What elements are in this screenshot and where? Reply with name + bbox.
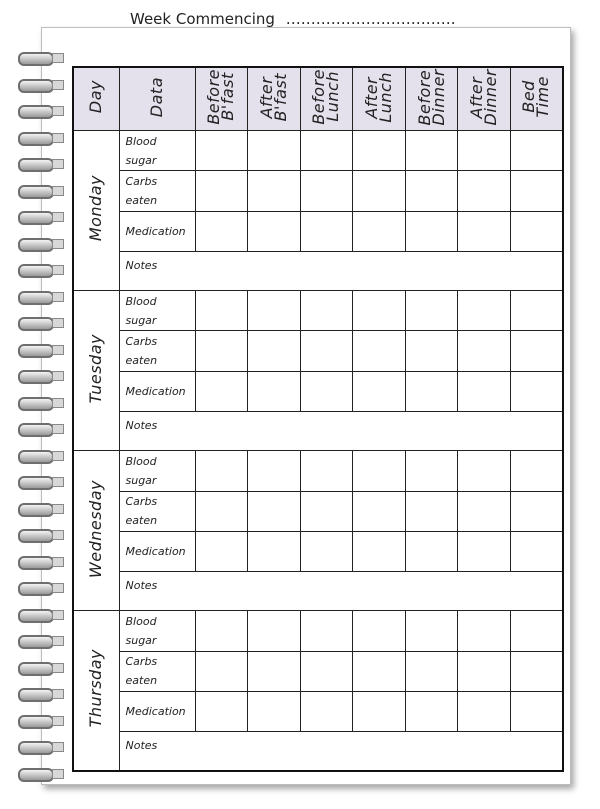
day-wednesday [73,451,119,611]
week-commencing-label: Week Commencing [130,10,275,28]
row-tuesday-medication [73,371,563,411]
carbs-cell[interactable] [405,491,458,531]
label-medication: Medication [119,691,195,731]
carbs-cell[interactable] [458,491,511,531]
spiral-ring [18,450,66,464]
row-wednesday-notes [73,572,563,611]
label-medication: Medication [119,531,195,571]
label-blood-sugar: Blood sugar [119,611,195,651]
blood-sugar-cell[interactable] [510,291,563,331]
row-monday-blood-sugar [73,131,563,171]
medication-cell[interactable] [195,691,248,731]
header-data [119,67,195,131]
header-col-after-dinner: After Dinner [458,67,511,131]
medication-cell[interactable] [510,531,563,571]
carbs-cell[interactable] [353,651,406,691]
spiral-ring [18,105,66,119]
medication-cell[interactable] [353,531,406,571]
header-col-before-lunch: Before Lunch [300,67,353,131]
spiral-ring [18,529,66,543]
carbs-cell[interactable] [300,171,353,211]
day-monday [73,131,119,291]
label-blood-sugar: Blood sugar [119,291,195,331]
medication-cell[interactable] [510,371,563,411]
medication-cell[interactable] [300,531,353,571]
blood-sugar-cell[interactable] [248,291,301,331]
medication-cell[interactable] [458,211,511,251]
spiral-ring [18,132,66,146]
spiral-ring [18,79,66,93]
row-thursday-carbs [73,651,563,691]
row-wednesday-blood-sugar [73,451,563,491]
carbs-cell[interactable] [353,491,406,531]
label-blood-sugar: Blood sugar [119,131,195,171]
blood-sugar-cell[interactable] [510,611,563,651]
carbs-cell[interactable] [195,171,248,211]
day-label: Thursday [86,649,106,728]
header-col-after-bfast: After B'fast [248,67,301,131]
row-monday-carbs [73,171,563,211]
spiral-ring [18,52,66,66]
row-thursday-medication [73,691,563,731]
row-wednesday-carbs [73,491,563,531]
blood-sugar-cell[interactable] [300,291,353,331]
medication-cell[interactable] [353,211,406,251]
blood-sugar-cell[interactable] [195,131,248,171]
blood-sugar-cell[interactable] [405,451,458,491]
spiral-ring [18,423,66,437]
row-wednesday-medication [73,531,563,571]
medication-cell[interactable] [195,211,248,251]
carbs-cell[interactable] [458,331,511,371]
carbs-cell[interactable] [248,651,301,691]
medication-cell[interactable] [300,211,353,251]
label-blood-sugar: Blood sugar [119,451,195,491]
carbs-cell[interactable] [353,171,406,211]
spiral-ring [18,688,66,702]
carbs-cell[interactable] [300,331,353,371]
medication-cell[interactable] [248,211,301,251]
medication-cell[interactable] [248,691,301,731]
medication-cell[interactable] [248,371,301,411]
notes-field[interactable] [119,411,563,450]
medication-cell[interactable] [405,691,458,731]
row-thursday-notes [73,732,563,771]
carbs-cell[interactable] [248,491,301,531]
spiral-ring [18,158,66,172]
row-tuesday-blood-sugar [73,291,563,331]
blood-sugar-cell[interactable] [353,131,406,171]
header-col-bed-time: Bed Time [510,67,563,131]
label-carbs-eaten: Carbs eaten [119,331,195,371]
medication-cell[interactable] [195,531,248,571]
header-row [73,67,563,131]
week-commencing-title [130,10,456,28]
row-thursday-blood-sugar [73,611,563,651]
carbs-cell[interactable] [458,171,511,211]
medication-cell[interactable] [405,211,458,251]
blood-sugar-cell[interactable] [248,131,301,171]
blood-sugar-cell[interactable] [458,131,511,171]
spiral-ring [18,582,66,596]
blood-sugar-cell[interactable] [195,611,248,651]
label-carbs-eaten: Carbs eaten [119,491,195,531]
blood-sugar-cell[interactable] [195,451,248,491]
spiral-ring [18,662,66,676]
medication-cell[interactable] [353,371,406,411]
carbs-cell[interactable] [458,651,511,691]
spiral-ring [18,397,66,411]
blood-sugar-cell[interactable] [248,451,301,491]
week-commencing-field[interactable]: ……………………………. [285,10,456,28]
carbs-cell[interactable] [510,331,563,371]
row-tuesday-notes [73,411,563,450]
spiral-ring [18,635,66,649]
blood-sugar-cell[interactable] [300,611,353,651]
carbs-cell[interactable] [195,491,248,531]
blood-sugar-cell[interactable] [405,131,458,171]
spiral-ring [18,264,66,278]
medication-cell[interactable] [510,211,563,251]
day-label: Tuesday [86,333,106,404]
carbs-cell[interactable] [405,651,458,691]
spiral-ring [18,609,66,623]
spiral-ring [18,503,66,517]
row-monday-medication [73,211,563,251]
blood-sugar-cell[interactable] [300,131,353,171]
medication-cell[interactable] [300,371,353,411]
header-day-label: Day [86,80,106,114]
header-data-label: Data [147,76,166,118]
medication-cell[interactable] [195,371,248,411]
spiral-ring [18,211,66,225]
spiral-ring [18,476,66,490]
carbs-cell[interactable] [405,171,458,211]
blood-sugar-cell[interactable] [510,451,563,491]
carbs-cell[interactable] [195,331,248,371]
blood-sugar-cell[interactable] [458,291,511,331]
spiral-ring [18,715,66,729]
medication-cell[interactable] [300,691,353,731]
spiral-ring [18,291,66,305]
notes-field[interactable] [119,732,563,771]
label-notes: Notes [125,418,158,432]
blood-sugar-log-table [72,66,564,772]
day-thursday [73,611,119,771]
carbs-cell[interactable] [353,331,406,371]
blood-sugar-cell[interactable] [510,131,563,171]
blood-sugar-cell[interactable] [405,291,458,331]
label-medication: Medication [119,211,195,251]
carbs-cell[interactable] [510,651,563,691]
notes-field[interactable] [119,572,563,611]
header-col-before-dinner: Before Dinner [405,67,458,131]
blood-sugar-cell[interactable] [353,291,406,331]
label-notes: Notes [125,739,158,753]
day-label: Monday [86,175,106,242]
blood-sugar-cell[interactable] [195,291,248,331]
blood-sugar-cell[interactable] [353,611,406,651]
carbs-cell[interactable] [405,331,458,371]
spiral-ring [18,370,66,384]
spiral-ring [18,768,66,782]
medication-cell[interactable] [248,531,301,571]
medication-cell[interactable] [353,691,406,731]
spiral-ring [18,344,66,358]
carbs-cell[interactable] [195,651,248,691]
blood-sugar-cell[interactable] [248,611,301,651]
carbs-cell[interactable] [300,651,353,691]
medication-cell[interactable] [458,531,511,571]
blood-sugar-cell[interactable] [458,611,511,651]
medication-cell[interactable] [510,691,563,731]
spiral-ring [18,741,66,755]
label-medication: Medication [119,371,195,411]
header-day [73,67,119,131]
blood-sugar-cell[interactable] [353,451,406,491]
carbs-cell[interactable] [510,491,563,531]
medication-cell[interactable] [405,531,458,571]
medication-cell[interactable] [405,371,458,411]
spiral-ring [18,185,66,199]
label-notes: Notes [125,579,158,593]
row-monday-notes [73,251,563,290]
carbs-cell[interactable] [300,491,353,531]
medication-cell[interactable] [458,371,511,411]
label-notes: Notes [125,258,158,272]
notes-field[interactable] [119,251,563,290]
spiral-ring [18,238,66,252]
day-label: Wednesday [86,479,106,578]
blood-sugar-cell[interactable] [405,611,458,651]
blood-sugar-cell[interactable] [458,451,511,491]
day-tuesday [73,291,119,451]
header-col-before-bfast: Before B'fast [195,67,248,131]
carbs-cell[interactable] [248,171,301,211]
carbs-cell[interactable] [248,331,301,371]
row-tuesday-carbs [73,331,563,371]
carbs-cell[interactable] [510,171,563,211]
spiral-ring [18,317,66,331]
spiral-ring [18,556,66,570]
label-carbs-eaten: Carbs eaten [119,651,195,691]
header-col-after-lunch: After Lunch [353,67,406,131]
label-carbs-eaten: Carbs eaten [119,171,195,211]
blood-sugar-cell[interactable] [300,451,353,491]
medication-cell[interactable] [458,691,511,731]
